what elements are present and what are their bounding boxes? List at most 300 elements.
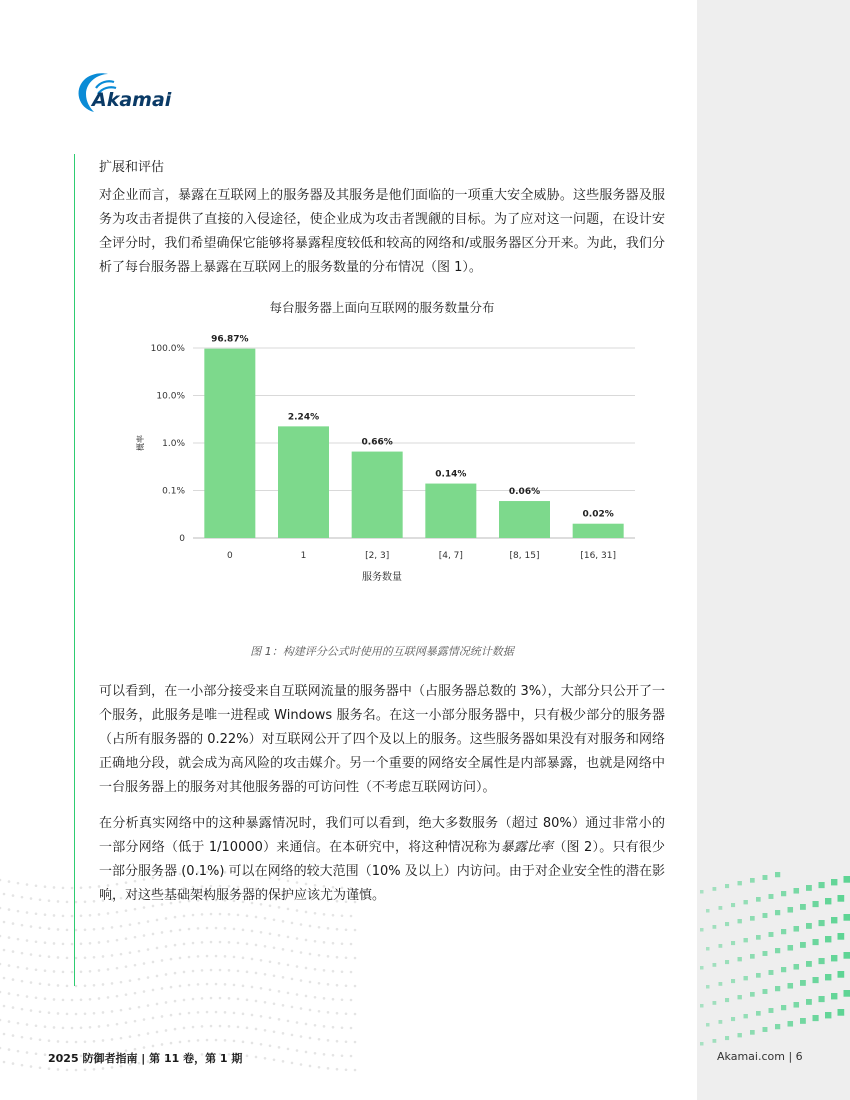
background-dot xyxy=(314,968,317,971)
background-dot xyxy=(129,923,132,926)
background-dot xyxy=(255,944,258,947)
background-dot xyxy=(318,1038,321,1041)
background-dot xyxy=(71,999,74,1002)
background-dot xyxy=(282,1032,285,1035)
background-dot xyxy=(156,1031,159,1034)
background-dot xyxy=(111,982,114,985)
background-dot xyxy=(26,995,29,998)
decorative-dot xyxy=(700,890,704,894)
background-dot xyxy=(246,1027,249,1030)
background-dot xyxy=(3,921,6,924)
background-dot xyxy=(242,957,245,960)
background-dot xyxy=(98,913,101,916)
background-dot xyxy=(170,986,173,989)
background-dot xyxy=(161,987,164,990)
background-dot xyxy=(255,1056,258,1059)
background-dot xyxy=(129,951,132,954)
background-dot xyxy=(152,961,155,964)
background-dot xyxy=(246,971,249,974)
background-dot xyxy=(57,1040,60,1043)
background-dot xyxy=(57,956,60,959)
background-dot xyxy=(296,965,299,968)
background-dot xyxy=(291,950,294,953)
background-dot xyxy=(156,919,159,922)
decorative-dot xyxy=(769,970,774,975)
background-dot xyxy=(57,1068,60,1071)
decorative-dot xyxy=(731,979,735,983)
background-dot xyxy=(152,933,155,936)
decorative-dot xyxy=(819,996,825,1002)
background-dot xyxy=(84,956,87,959)
decorative-dot xyxy=(838,971,845,978)
background-dot xyxy=(219,913,222,916)
background-dot xyxy=(210,941,213,944)
background-dot xyxy=(345,956,348,959)
background-dot xyxy=(170,958,173,961)
background-dot xyxy=(66,957,69,960)
background-dot xyxy=(237,998,240,1001)
bar xyxy=(499,501,550,538)
background-dot xyxy=(80,886,83,889)
background-dot xyxy=(341,914,344,917)
background-dot xyxy=(255,1028,258,1031)
background-dot xyxy=(111,1038,114,1041)
background-dot xyxy=(12,978,15,981)
background-dot xyxy=(44,913,47,916)
background-dot xyxy=(147,920,150,923)
background-dot xyxy=(26,1051,29,1054)
background-dot xyxy=(273,946,276,949)
background-dot xyxy=(107,940,110,943)
background-dot xyxy=(17,1022,20,1025)
background-dot xyxy=(260,987,263,990)
background-dot xyxy=(206,955,209,958)
background-dot xyxy=(147,1004,150,1007)
decorative-dot xyxy=(713,1001,717,1005)
background-dot xyxy=(174,1028,177,1031)
background-dot xyxy=(318,954,321,957)
background-dot xyxy=(8,1020,11,1023)
background-dot xyxy=(282,920,285,923)
background-dot xyxy=(134,964,137,967)
background-dot xyxy=(89,886,92,889)
background-dot xyxy=(134,1020,137,1023)
background-dot xyxy=(260,1043,263,1046)
background-dot xyxy=(102,1039,105,1042)
background-dot xyxy=(287,936,290,939)
background-dot xyxy=(89,970,92,973)
background-dot xyxy=(75,957,78,960)
background-dot xyxy=(255,916,258,919)
background-dot xyxy=(143,1018,146,1021)
background-dot xyxy=(80,970,83,973)
decorative-dot xyxy=(838,933,845,940)
background-dot xyxy=(66,1013,69,1016)
background-dot xyxy=(120,1009,123,1012)
background-dot xyxy=(62,1027,65,1030)
background-dot xyxy=(17,1050,20,1053)
background-dot xyxy=(39,1038,42,1041)
background-dot xyxy=(224,927,227,930)
background-dot xyxy=(323,1053,326,1056)
background-dot xyxy=(89,942,92,945)
background-dot xyxy=(197,927,200,930)
background-dot xyxy=(8,992,11,995)
background-dot xyxy=(296,1049,299,1052)
exposure-paragraph xyxy=(99,812,665,908)
background-dot xyxy=(48,983,51,986)
background-dot xyxy=(138,950,141,953)
background-dot xyxy=(246,1055,249,1058)
background-dot xyxy=(332,998,335,1001)
decorative-dot xyxy=(775,910,780,915)
background-dot xyxy=(12,950,15,953)
background-dot xyxy=(26,911,29,914)
background-dot xyxy=(188,928,191,931)
decorative-dot xyxy=(831,879,837,885)
background-dot xyxy=(116,995,119,998)
background-dot xyxy=(143,962,146,965)
footer-publication: 2025 防御者指南 | 第 11 卷，第 1 期 xyxy=(48,1052,243,1065)
background-dot xyxy=(242,1013,245,1016)
background-dot xyxy=(309,981,312,984)
background-dot xyxy=(350,1027,353,1030)
decorative-dot xyxy=(719,906,723,910)
background-dot xyxy=(53,886,56,889)
background-dot xyxy=(174,1000,177,1003)
background-dot xyxy=(201,997,204,1000)
bar xyxy=(573,524,624,538)
background-dot xyxy=(179,929,182,932)
exposure-text-before: 在分析真实网络中的这种暴露情况时，我们可以看到，绝大多数服务（超过 80%）通过非常小的一部分网络（低于 1/10000）来通信。在本研究中，将这种情况称为 xyxy=(99,816,665,855)
background-dot xyxy=(269,1016,272,1019)
background-dot xyxy=(143,1046,146,1049)
background-dot xyxy=(44,1025,47,1028)
background-dot xyxy=(210,913,213,916)
background-dot xyxy=(251,958,254,961)
background-dot xyxy=(323,1025,326,1028)
background-dot xyxy=(161,1015,164,1018)
bar xyxy=(425,484,476,538)
background-dot xyxy=(143,990,146,993)
background-dot xyxy=(143,934,146,937)
decorative-dot xyxy=(706,947,710,951)
background-dot xyxy=(345,1068,348,1071)
background-dot xyxy=(183,1027,186,1030)
decorative-dot xyxy=(750,916,755,921)
background-dot xyxy=(251,1042,254,1045)
background-dot xyxy=(264,1029,267,1032)
data-label: 0.06% xyxy=(508,487,541,498)
background-dot xyxy=(8,964,11,967)
decorative-dot xyxy=(844,876,850,883)
background-dot xyxy=(156,1003,159,1006)
background-dot xyxy=(273,1058,276,1061)
x-tick-label: 1 xyxy=(300,551,307,561)
background-dot xyxy=(206,1039,209,1042)
background-dot xyxy=(287,992,290,995)
background-dot xyxy=(305,1023,308,1026)
background-dot xyxy=(341,942,344,945)
background-dot xyxy=(201,1025,204,1028)
background-dot xyxy=(75,901,78,904)
background-dot xyxy=(71,915,74,918)
decorative-dot xyxy=(800,904,806,910)
background-dot xyxy=(8,936,11,939)
background-dot xyxy=(12,894,15,897)
background-dot xyxy=(228,997,231,1000)
background-dot xyxy=(179,985,182,988)
background-dot xyxy=(26,967,29,970)
background-dot xyxy=(183,999,186,1002)
background-dot xyxy=(278,934,281,937)
background-dot xyxy=(215,1011,218,1014)
background-dot xyxy=(314,1052,317,1055)
background-dot xyxy=(345,928,348,931)
background-dot xyxy=(314,996,317,999)
decorative-dot xyxy=(763,1027,768,1032)
background-dot xyxy=(66,929,69,932)
background-dot xyxy=(156,975,159,978)
background-dot xyxy=(165,945,168,948)
background-dot xyxy=(300,1007,303,1010)
decorative-dot xyxy=(756,935,761,940)
decorative-dot xyxy=(794,888,800,894)
x-tick-label: [4, 7] xyxy=(438,551,463,561)
decorative-dot xyxy=(788,1021,794,1027)
background-dot xyxy=(210,969,213,972)
background-dot xyxy=(278,1046,281,1049)
decorative-dot xyxy=(813,1015,819,1021)
background-dot xyxy=(336,1040,339,1043)
decorative-dot xyxy=(750,954,755,959)
background-dot xyxy=(39,1066,42,1069)
background-dot xyxy=(251,1014,254,1017)
background-dot xyxy=(116,967,119,970)
data-label: 0.14% xyxy=(435,469,467,480)
background-dot xyxy=(8,1048,11,1051)
chart-title: 每台服务器上面向互联网的服务数量分布 xyxy=(269,300,495,315)
background-dot xyxy=(134,936,137,939)
background-dot xyxy=(17,882,20,885)
background-dot xyxy=(75,985,78,988)
background-dot xyxy=(237,914,240,917)
background-dot xyxy=(309,925,312,928)
decorative-dot xyxy=(788,907,794,913)
background-dot xyxy=(35,884,38,887)
decorative-dot xyxy=(744,900,748,904)
background-dot xyxy=(93,1012,96,1015)
decorative-dot xyxy=(706,909,710,913)
background-dot xyxy=(287,908,290,911)
background-dot xyxy=(8,908,11,911)
background-dot xyxy=(0,879,1,882)
background-dot xyxy=(197,1011,200,1014)
background-dot xyxy=(237,1026,240,1029)
background-dot xyxy=(120,1037,123,1040)
decorative-dot xyxy=(819,882,825,888)
decorative-dot xyxy=(756,973,761,978)
background-dot xyxy=(17,938,20,941)
background-dot xyxy=(278,990,281,993)
background-dot xyxy=(48,1067,51,1070)
background-dot xyxy=(30,1037,33,1040)
figure-1 xyxy=(99,294,665,634)
decorative-dot xyxy=(700,1004,704,1008)
decorative-dot xyxy=(750,878,755,883)
background-dot xyxy=(345,1040,348,1043)
background-dot xyxy=(332,1054,335,1057)
y-tick-label: 1.0% xyxy=(162,439,185,449)
background-dot xyxy=(354,1041,357,1044)
background-dot xyxy=(291,978,294,981)
background-dot xyxy=(318,926,321,929)
background-dot xyxy=(75,1041,78,1044)
background-dot xyxy=(318,982,321,985)
background-dot xyxy=(129,1035,132,1038)
background-dot xyxy=(120,981,123,984)
background-dot xyxy=(152,989,155,992)
analysis-paragraph: 可以看到，在一小部分接受来自互联网流量的服务器中（占服务器总数的 3%），大部分只公开了一个服务，此服务是唯一进程或 Windows 服务名。在这一小部分服务器中，只有极少部分的服务器（占所有服务器的 0.22%）对互联网公开了四个及以上的服务。这些服务器如果没有对服务和网络正确地分段，就会成为高风险的攻击媒介。另一个重要的网络安全属性是内部暴露，也就是网络中一台服务器上的服务对其他服务器的可访问性（不考虑互联网访问）。 xyxy=(99,684,665,795)
background-dot xyxy=(0,963,1,966)
background-dot xyxy=(233,928,236,931)
decorative-dot xyxy=(800,1018,806,1024)
decorative-dot xyxy=(713,1039,717,1043)
background-dot xyxy=(116,939,119,942)
background-dot xyxy=(228,969,231,972)
background-dot xyxy=(273,1002,276,1005)
background-dot xyxy=(183,915,186,918)
background-dot xyxy=(39,1010,42,1013)
background-dot xyxy=(12,1006,15,1009)
background-dot xyxy=(35,968,38,971)
background-dot xyxy=(336,956,339,959)
background-dot xyxy=(264,973,267,976)
background-dot xyxy=(188,956,191,959)
background-dot xyxy=(192,1026,195,1029)
y-axis-label: 概率 xyxy=(136,435,145,451)
background-dot xyxy=(98,969,101,972)
background-dot xyxy=(138,978,141,981)
y-tick-label: 0 xyxy=(179,534,185,544)
decorative-dot xyxy=(806,885,812,891)
background-dot xyxy=(341,1026,344,1029)
x-tick-label: [2, 3] xyxy=(365,551,390,561)
background-dot xyxy=(350,915,353,918)
decorative-dot xyxy=(706,985,710,989)
background-dot xyxy=(71,971,74,974)
background-dot xyxy=(17,910,20,913)
background-dot xyxy=(296,937,299,940)
decorative-dot xyxy=(794,926,800,932)
background-dot xyxy=(39,898,42,901)
exposure-ratio-term: 暴露比率 xyxy=(500,840,554,855)
background-dot xyxy=(75,1013,78,1016)
background-dot xyxy=(35,912,38,915)
decorative-dot xyxy=(844,914,850,921)
decorative-dot xyxy=(725,922,729,926)
background-dot xyxy=(21,980,24,983)
y-tick-label: 0.1% xyxy=(162,486,185,497)
background-dot xyxy=(147,948,150,951)
background-dot xyxy=(102,1067,105,1070)
background-dot xyxy=(84,1012,87,1015)
decorative-dot xyxy=(813,939,819,945)
background-dot xyxy=(206,983,209,986)
decorative-dot xyxy=(794,1002,800,1008)
background-dot xyxy=(44,941,47,944)
accent-rule xyxy=(74,154,75,986)
background-dot xyxy=(332,1026,335,1029)
background-dot xyxy=(62,915,65,918)
background-dot xyxy=(237,970,240,973)
background-dot xyxy=(341,970,344,973)
background-dot xyxy=(332,970,335,973)
background-dot xyxy=(152,1045,155,1048)
background-dot xyxy=(264,945,267,948)
background-dot xyxy=(354,929,357,932)
background-dot xyxy=(350,971,353,974)
background-dot xyxy=(147,1032,150,1035)
figure-caption: 图 1：构建评分公式时使用的互联网暴露情况统计数据 xyxy=(250,645,514,658)
background-dot xyxy=(75,929,78,932)
background-dot xyxy=(116,911,119,914)
background-dot xyxy=(26,1023,29,1026)
background-dot xyxy=(0,907,1,910)
background-dot xyxy=(134,908,137,911)
background-dot xyxy=(80,914,83,917)
x-axis-label: 服务数量 xyxy=(362,572,402,583)
data-label: 0.02% xyxy=(582,509,614,520)
background-dot xyxy=(57,900,60,903)
decorative-dot xyxy=(750,992,755,997)
decorative-dot xyxy=(825,898,831,904)
decorative-dot xyxy=(781,891,786,896)
background-dot xyxy=(264,917,267,920)
background-dot xyxy=(282,1060,285,1063)
decorative-dot xyxy=(744,938,748,942)
background-dot xyxy=(332,942,335,945)
background-dot xyxy=(305,939,308,942)
background-dot xyxy=(62,887,65,890)
decorative-dot xyxy=(719,1020,723,1024)
decorative-dot xyxy=(781,929,786,934)
background-dot xyxy=(125,1021,128,1024)
decorative-dot xyxy=(831,955,837,961)
background-dot xyxy=(44,969,47,972)
background-dot xyxy=(107,912,110,915)
background-dot xyxy=(314,940,317,943)
background-dot xyxy=(26,939,29,942)
background-dot xyxy=(120,925,123,928)
decorative-dot xyxy=(738,881,742,885)
background-dot xyxy=(152,1017,155,1020)
background-dot xyxy=(107,1024,110,1027)
decorative-dot xyxy=(725,960,729,964)
decorative-dot xyxy=(731,1017,735,1021)
background-dot xyxy=(273,974,276,977)
background-dot xyxy=(111,954,114,957)
background-dot xyxy=(291,1062,294,1065)
background-dot xyxy=(327,983,330,986)
decorative-dot xyxy=(794,964,800,970)
background-dot xyxy=(323,941,326,944)
decorative-dot xyxy=(819,958,825,964)
background-dot xyxy=(48,955,51,958)
decorative-dot xyxy=(763,875,768,880)
decorative-dot xyxy=(738,957,742,961)
background-dot xyxy=(201,913,204,916)
